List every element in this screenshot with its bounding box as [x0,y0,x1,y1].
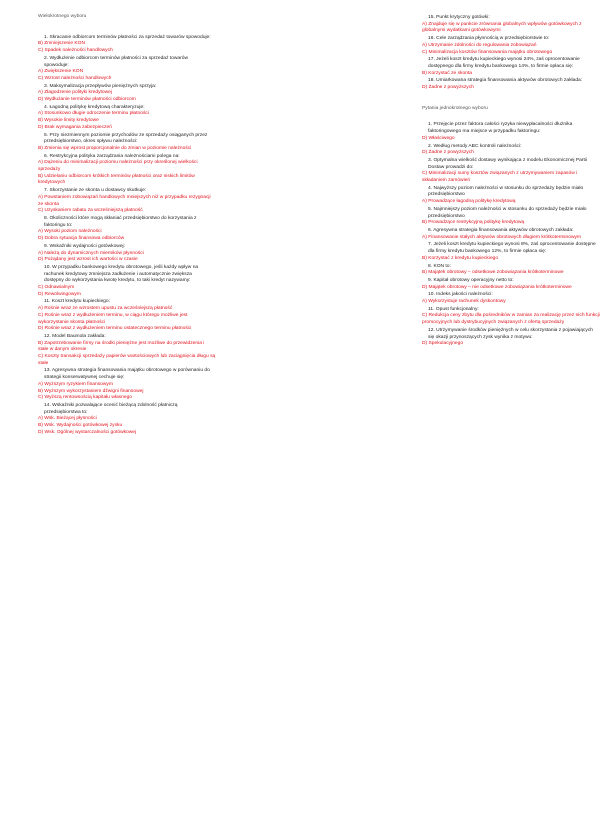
answer-text: B) Zmniejszenie KON [38,41,86,47]
question-item [38,105,216,132]
question-item [38,35,216,55]
question-item [422,144,600,157]
answer-text: B) Korzystać z kredytu kupieckiego [422,255,499,261]
answer-text: D) Wydłużanie terminów płatności odbiorcom [38,97,136,103]
answer-text: A) Złagodzenie polityki kredytowej [38,90,112,96]
answer-text: D) Rośnie wraz z wydłużeniem terminu ostatecznego terminu płatności [38,326,192,332]
question-text: 9. Wskaźniki wydajności gotówkowej: [44,243,125,249]
question-item [422,36,600,56]
section-header: Wielokrotnego wyboru [38,14,87,19]
answer-text: B) Korzystać ze skonta [422,70,473,76]
question-item [422,228,600,241]
question-item [422,328,600,348]
answer-text: A) Zwiększenie KON [38,69,84,75]
answer-text: B) Wysokie limity kredytowe [38,118,99,124]
answer-text: B) Wsk. Wydajności gotówkowej zysku [38,423,123,429]
answer-text: D) Spekulacyjnego [422,341,464,347]
answer-text: D) Właściwego [422,135,455,141]
answer-text: C) Odnawialnym [38,285,75,291]
question-item [38,299,216,333]
question-text: 7. Skorzystanie ze skonta u dostawcy skutkuje: [44,188,147,194]
question-item [38,265,216,299]
answer-text: A) Finansowanie stałych aktywów obrotowych długiem krótkoterminowym [422,234,582,240]
answer-text: A) Wsk. Bieżącej płynności [38,416,97,422]
question-text: 16. Cele zarządzania płynnością w przedsiębiorstwie to: [428,36,550,42]
section-header: Pytania jednokrotnego wyboru [422,105,488,111]
answer-text: D) Wsk. Ogólnej wystarczalności gotówkowej [38,429,137,435]
question-item [38,84,216,104]
question-text: 2. Według metody ABC kontroli należności: [428,143,522,149]
answer-text: A) Należą do dynamicznych mierników płynności [38,250,144,256]
right-column [422,0,600,814]
question-item [422,78,600,91]
question-item [38,188,216,215]
answer-text: B) Zmienia się wprost proporcjonalnie do zmian w poziomie należności [38,145,192,151]
question-text: 6. Agresywna strategia finansowania aktywów obrotowych zakłada: [428,227,574,233]
question-item [38,334,216,368]
answer-text: B) Udzielaniu odbiorcom krótkich terminów płatności oraz niskich limitów kredytowych [38,173,195,186]
question-text: 4. Łagodną politykę kredytową charakteryzuje: [44,104,145,110]
question-item [38,133,216,153]
answer-text: C) Wyższą rentownością kapitału własnego [38,395,133,401]
question-item [38,403,216,437]
answer-text: A) Prowadzące łagodną politykę kredytową [422,199,516,205]
answer-text: C) Minimalizacji sumy kosztów związanych z utrzymywaniem zapasów i składaniem zamówień [422,171,578,184]
question-item [422,57,600,77]
question-text: 4. Najwyższy poziom należności w stosunku do sprzedaży będzie miało przedsiębiorstwo [428,185,584,198]
answer-text: D) Dobra sytuacja finansowa odbiorców [38,236,125,242]
question-list [38,35,216,437]
question-item [422,207,600,227]
question-item [422,15,600,35]
question-text: 13. Agresywna strategia finansowania majątku obrotowego w porównaniu do strategii konserwatywnej cechuje się: [44,368,210,381]
question-item [422,307,600,327]
answer-text: D) Żadne z powyższych [422,150,474,156]
question-text: 10. Indeks jakości należności: [428,292,493,298]
left-column [38,0,216,814]
question-item [422,122,600,142]
question-list [422,122,600,348]
question-text: 12. Model Baumola zakłada: [44,333,106,339]
question-text: 10. W przypadku bankowego kredytu obrotowego, jeśli każdy wpływ na rachunek kredytowy zmniejsza zadłużenie i automatycznie zwiększa dostępny do wykorzystania kwotę kredytu, to taki kredyt nazywamy: [44,264,199,284]
question-text: 14. Wskaźniki pozwalające ocenić bieżącą zdolność płatniczą przedsiębiorstwa to: [44,402,178,415]
answer-text: D) Majątek obrotowy – nie odsetkowe zobowiązania krótkoterminowe [422,284,572,290]
answer-text: B) Wyższym wykorzystaniem dźwigni finansowej [38,388,144,394]
question-text: 18. Umiarkowana strategia finansowania aktywów obrotowych zakłada: [428,78,583,84]
question-text: 12. Utrzymywanie środków pieniężnych w celu skorzystania z pojawiających się okazji przynoszących zysk wynika z motywu: [428,327,593,340]
answer-text: A) Dążeniu do minimalizacji poziomu należności przy określonej wielkości sprzedaży [38,160,198,173]
question-list [422,15,600,92]
answer-text: C) Wzrost należności handlowych [38,75,112,81]
question-text: 5. Najmniejszy poziom należności w stosunku do sprzedaży będzie miało przedsiębiorstwo [428,206,587,219]
question-text: 11. Opust funkcjonalny: [428,306,479,312]
question-text: 15. Punkt krytyczny gotówki: [428,15,490,20]
answer-text: B) Prowadzące restrykcyjną politykę kredytową [422,220,525,226]
question-item [422,264,600,277]
answer-text: B) Zapotrzebowanie firmy na środki pieniężne jest możliwe do przewidzenia i stałe w danym okresie [38,340,205,353]
question-item [38,56,216,83]
answer-text: A) Stosunkowo długie odroczenie terminu płatności [38,111,149,117]
question-item [38,368,216,402]
answer-text: A) Wykorzystuje rachunek dyskontowy [422,299,506,305]
question-item [422,158,600,185]
answer-text: C) Uzyskaniem rabatu za wcześniejszą płatność [38,208,143,214]
answer-text: A) Utrzymanie zdolności do regulowania zobowiązań [422,42,537,48]
question-text: 5. Przy niezmiennym poziomie przychodów ze sprzedaży osiąganych przez przedsiębiorstwo, okres spływu należności: [44,132,208,145]
question-text: 6. Restrykcyjna polityka zarządzania należnościami polega na: [44,153,180,159]
answer-text: B) Majątek obrotowy – odsetkowe zobowiązania krótkoterminowe [422,270,564,276]
question-item [38,216,216,243]
answer-text: A) Znajduje się w punkcie zrównania globalnych wpływów gotówkowych z globalnymi wydatkami gotówkowymi [422,21,582,34]
question-item [38,244,216,264]
question-text: 17. Jeżeli koszt kredytu kupieckiego wynosi 24%, zaś oprocentowanie dostępnego dla firmy kredytu bankowego 14%, to firmie opłaca się: [428,57,580,69]
question-item [422,278,600,291]
answer-text: C) Spadek należności handlowych [38,48,113,54]
question-text: 1. Skracanie odbiorcom terminów płatności za sprzedaż towarów spowoduje: [44,34,211,40]
question-text: 3. Optymalna wielkość dostawy wynikająca z modelu Ekonomicznej Partii Dostaw prowadzi do: [428,157,588,170]
question-item [38,154,216,188]
answer-text: A) Rośnie wraz ze wzrostem upustu za wcześniejszą płatność [38,306,173,312]
answer-text: C) Rośnie wraz z wydłużeniem terminu, w ciągu którego możliwe jest wykorzystanie skonta płatności [38,312,188,325]
question-text: 8. Okoliczności które mogą skłaniać przedsiębiorstwo do korzystania z faktoringu to: [44,215,197,228]
answer-text: D) Brak wymagania zabezpieczeń [38,124,112,130]
question-text: 1. Przejęcie przez faktora całości ryzyka niewypłacalności dłużnika faktoringowego ma miejsce w przypadku faktoringu: [428,122,573,135]
question-item [422,186,600,206]
answer-text: C) Minimalizacja kosztów finansowania majątku obrotowego [422,49,553,55]
question-item [422,242,600,262]
answer-text: D) Pożądany jest wzrost ich wartości w czasie [38,257,138,263]
answer-text: D) Żadne z powyższych [422,85,474,91]
question-text: 9. Kapitał obrotowy operacyjny netto to: [428,277,514,283]
question-text: 8. KON to: [428,263,451,269]
question-text: 3. Maksymalizacja przepływów pieniężnych sprzyja: [44,83,157,89]
answer-text: A) Powstaniem zobowiązań handlowych mniejszych niż w przypadku rezygnacji ze skonta [38,194,211,207]
answer-text: A) Wyższym ryzykiem finansowym [38,381,113,387]
answer-text: C) Redukcja ceny zbytu dla pośredników w zamian za realizację przez nich funkcji promocyjnych lub dystrybucyjnych związanych z ofertą sprzedaży [422,313,600,326]
answer-text: D) Rewolwingowym [38,291,81,297]
question-text: 7. Jeżeli koszt kredytu kupieckiego wynosi 8%, zaś oprocentowanie dostępne dla firmy kredytu bankowego 12%, to firmie opłaca się: [428,242,596,255]
answer-text: C) Koszty transakcji sprzedaży papierów wartościowych lub zaciągnięcia długu są stałe [38,354,216,366]
answer-text: A) Wysoki poziom należności [38,229,102,235]
question-text: 2. Wydłużenie odbiorcom terminów płatności za sprzedaż towarów spowoduje: [44,55,189,68]
question-text: 11. Koszt kredytu kupieckiego: [44,299,110,305]
question-item [422,292,600,305]
